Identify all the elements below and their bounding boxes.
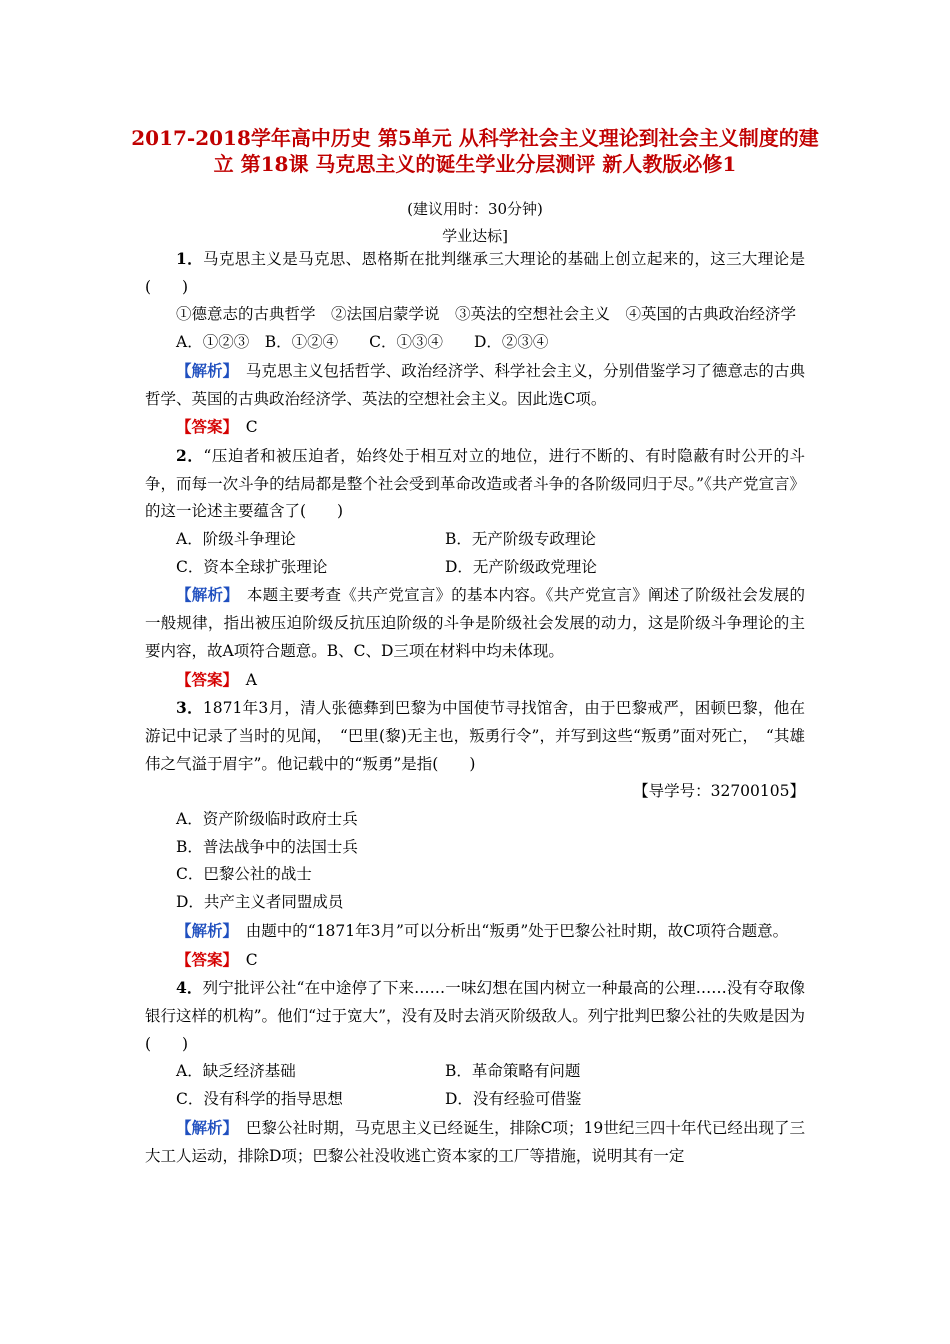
question-4-option-a: A．缺乏经济基础 — [176, 1062, 296, 1081]
question-4-option-b: B．革命策略有问题 — [445, 1062, 581, 1081]
question-4-number: 4． — [176, 978, 203, 998]
analysis-label: 【解析】 — [176, 360, 231, 380]
question-4-options-row-2 — [145, 1086, 805, 1114]
question-1-stem — [145, 245, 805, 301]
question-1-analysis-text: 马克思主义包括哲学、政治经济学、科学社会主义，分别借鉴学习了德意志的古典哲学、英国的古典政治经济学、英法的空想社会主义。因此选C项。 — [145, 361, 805, 408]
question-2-option-c: C．资本全球扩张理论 — [176, 557, 328, 576]
question-4-stem — [145, 974, 805, 1058]
question-2-option-d: D．无产阶级政党理论 — [445, 557, 597, 576]
analysis-label: 【解析】 — [176, 1117, 231, 1137]
question-2-option-b: B．无产阶级专政理论 — [445, 530, 596, 549]
question-2-analysis-text: 本题主要考查《共产党宣言》的基本内容。《共产党宣言》阐述了阶级社会发展的一般规律，指出被压迫阶级反抗压迫阶级的斗争是阶级社会发展的动力，这是阶级斗争理论的主要内容，故A项符合题意。B、C、D三项在材料中均未体现。 — [145, 586, 805, 660]
guide-number: 【导学号：32700105】 — [633, 782, 805, 801]
question-3-number: 3． — [176, 698, 203, 718]
answer-label: 【答案】 — [176, 669, 231, 689]
question-4-analysis — [145, 1114, 805, 1170]
question-2-text: “压迫者和被压迫者，始终处于相互对立的地位，进行不断的、有时隐蔽有时公开的斗争，而每一次斗争的结局都是整个社会受到革命改造或者斗争的各阶级同归于尽。”《共产党宣言》的这一论述主要蕴含了( ) — [145, 446, 805, 521]
analysis-label: 【解析】 — [176, 920, 231, 940]
question-3-option-c: C．巴黎公社的战士 — [176, 865, 312, 884]
question-4-text: 列宁批评公社“在中途停了下来……一味幻想在国内树立一种最高的公理……没有夺取像银行这样的机构”。他们“过于宽大”，没有及时去消灭阶级敌人。列宁批判巴黎公社的失败是因为( ) — [145, 979, 805, 1053]
analysis-label: 【解析】 — [176, 585, 232, 605]
question-3-option-a: A．资产阶级临时政府士兵 — [176, 810, 358, 829]
question-2-option-a: A．阶级斗争理论 — [176, 530, 296, 549]
question-1-answer-text: C — [230, 418, 258, 437]
question-3-text: 1871年3月，清人张德彝到巴黎为中国使节寻找馆舍，由于巴黎戒严，困顿巴黎，他在游记中记录了当时的见闻， “巴里(黎)无主也，叛勇行令”，并写到这些“叛勇”面对死亡， “其雄伟之气溢于眉宇”。他记载中的“叛勇”是指( ) — [145, 699, 805, 773]
question-4-option-d: D．没有经验可借鉴 — [445, 1090, 582, 1109]
question-2-number: 2． — [176, 445, 204, 465]
answer-label: 【答案】 — [176, 949, 231, 969]
question-2-stem — [145, 442, 805, 526]
question-1-options: A．①②③ B．①②④ C．①③④ D．②③④ — [176, 333, 549, 352]
time-note: (建议用时：30分钟) — [407, 200, 543, 218]
question-2-answer — [145, 666, 805, 695]
question-4-analysis-text: 巴黎公社时期，马克思主义已经诞生，排除C项；19世纪三四十年代已经出现了三大工人运动，排除D项；巴黎公社没收逃亡资本家的工厂等措施，说明其有一定 — [145, 1118, 805, 1165]
question-3-stem — [145, 694, 805, 778]
question-list — [145, 245, 805, 1170]
question-2-analysis — [145, 581, 805, 665]
question-1-answer — [145, 413, 805, 442]
question-2-answer-text: A — [230, 670, 257, 689]
question-2-options-row-1 — [145, 526, 805, 554]
question-3-analysis — [145, 917, 805, 946]
question-3-answer-text: C — [230, 950, 258, 969]
question-3-answer — [145, 946, 805, 975]
question-4-option-c: C．没有科学的指导思想 — [176, 1090, 343, 1109]
question-1-analysis — [145, 357, 805, 413]
section-heading: 学业达标] — [442, 227, 508, 245]
document-title: 2017-2018学年高中历史 第5单元 从科学社会主义理论到社会主义制度的建立 第18课 马克思主义的诞生学业分层测评 新人教版必修1 — [131, 126, 819, 176]
question-4-options-row-1 — [145, 1058, 805, 1086]
question-1-number: 1． — [176, 249, 203, 268]
question-1-text: 马克思主义是马克思、恩格斯在批判继承三大理论的基础上创立起来的，这三大理论是( ) — [145, 250, 805, 296]
question-3-analysis-text: 由题中的“1871年3月”可以分析出“叛勇”处于巴黎公社时期，故C项符合题意。 — [230, 921, 789, 940]
answer-label: 【答案】 — [176, 417, 231, 437]
question-2-options-row-2 — [145, 554, 805, 582]
question-1-items: ①德意志的古典哲学 ②法国启蒙学说 ③英法的空想社会主义 ④英国的古典政治经济学 — [176, 305, 797, 324]
question-3-option-d: D．共产主义者同盟成员 — [176, 893, 344, 912]
question-3-option-b: B．普法战争中的法国士兵 — [176, 837, 358, 856]
